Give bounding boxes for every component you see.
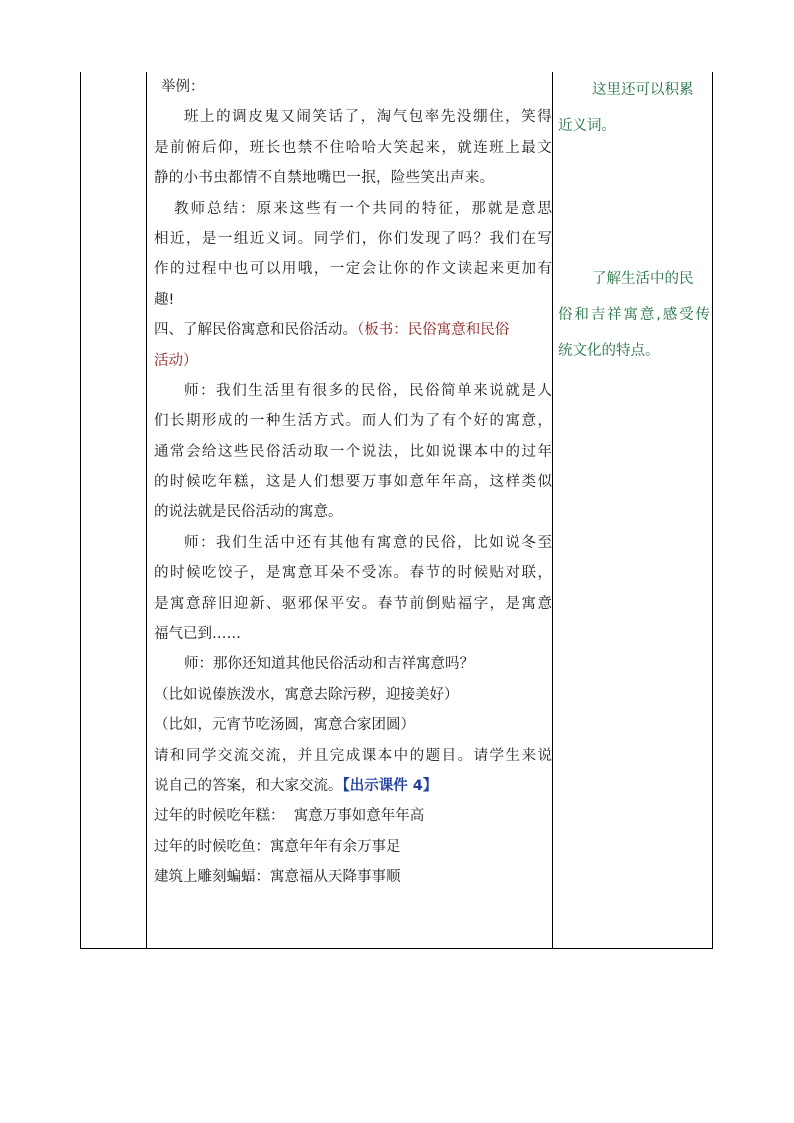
example-answer: （比如，元宵节吃汤圆，寓意合家团圆） xyxy=(154,717,415,734)
board-note: （板书：民俗寓意和民俗 xyxy=(357,322,510,339)
example-line: 是前俯后仰，班长也禁不住哈哈大笑起来，就连班上最文 xyxy=(154,139,552,156)
spacer xyxy=(558,144,710,261)
summary-line: 教师总结：原来这些有一个共同的特征，那就是意思 xyxy=(174,200,552,217)
design-intent-column xyxy=(558,72,710,369)
instruction-text: 说自己的答案，和大家交流。 xyxy=(154,777,343,794)
note-line: 俗和吉祥寓意,感受传 xyxy=(558,307,710,323)
example-answer: （比如说傣族泼水，寓意去除污秽，迎接美好） xyxy=(154,686,459,703)
paragraph-line: 师：我们生活里有很多的民俗，民俗简单来说就是人 xyxy=(184,382,552,399)
custom-item: 建筑上雕刻蝙蝠：寓意福从天降事事顺 xyxy=(154,869,401,886)
example-line: 班上的调皮鬼又闹笑话了，淘气包率先没绷住，笑得 xyxy=(184,109,552,126)
custom-item: 过年的时候吃年糕： 寓意万事如意年年高 xyxy=(154,808,425,825)
summary-line: 趣! xyxy=(154,291,175,308)
paragraph-line: 师：我们生活中还有其他有寓意的民俗，比如说冬至 xyxy=(184,534,552,551)
custom-item: 过年的时候吃鱼：寓意年年有余万事足 xyxy=(154,838,401,855)
note-line: 这里还可以积累 xyxy=(592,82,694,98)
example-line: 静的小书虫都情不自禁地嘴巴一抿，险些笑出声来。 xyxy=(154,170,495,187)
paragraph-line: 的时候吃饺子，是寓意耳朵不受冻。春节的时候贴对联， xyxy=(154,565,552,582)
section-heading xyxy=(154,315,552,345)
column-divider-2 xyxy=(552,72,553,948)
paragraph-line: 通常会给这些民俗活动取一个说法，比如说课本中的过年 xyxy=(154,443,552,460)
paragraph-line: 福气已到…… xyxy=(154,626,241,643)
summary-line: 相近，是一组近义词。同学们，你们发现了吗？我们在写 xyxy=(154,230,552,247)
paragraph-line: 的说法就是民俗活动的寓意。 xyxy=(154,504,343,521)
example-heading: 举例： xyxy=(161,79,205,95)
note-line: 了解生活中的民 xyxy=(592,271,694,287)
board-note-continued: 活动） xyxy=(154,352,198,369)
paragraph-line: 们长期形成的一种生活方式。而人们为了有个好的寓意， xyxy=(154,413,552,430)
question-line: 师：那你还知道其他民俗活动和吉祥寓意吗？ xyxy=(184,656,474,673)
paragraph-line: 的时候吃年糕，这是人们想要万事如意年年高，这样类似 xyxy=(154,474,552,491)
note-line: 统文化的特点。 xyxy=(558,343,660,359)
summary-line: 作的过程中也可以用哦，一定会让你的作文读起来更加有 xyxy=(154,261,552,278)
courseware-tag: 【出示课件 4】 xyxy=(342,777,438,794)
instruction-line xyxy=(154,771,552,801)
paragraph-line: 是寓意辞旧迎新、驱邪保平安。春节前倒贴福字，是寓意 xyxy=(154,595,552,612)
column-divider-1 xyxy=(146,72,147,948)
instruction-line: 请和同学交流交流，并且完成课本中的题目。请学生来说 xyxy=(154,747,552,764)
teaching-content-column xyxy=(154,72,552,893)
note-line: 近义词。 xyxy=(558,118,616,134)
section-title: 四、了解民俗寓意和民俗活动。 xyxy=(154,322,357,339)
